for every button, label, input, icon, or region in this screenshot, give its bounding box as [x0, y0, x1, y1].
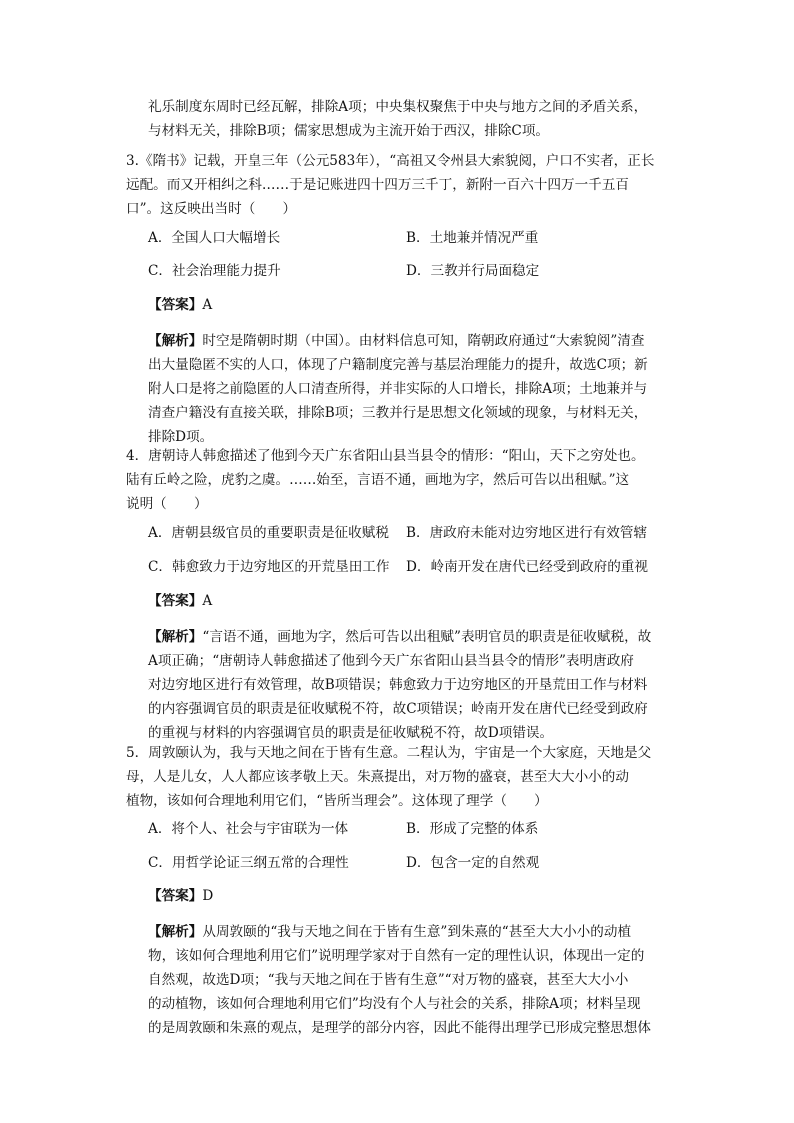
- analysis-line: 附人口是将之前隐匿的人口清查所得，并非实际的人口增长，排除A项；土地兼并与: [148, 381, 648, 397]
- option-b: B．唐政府未能对边穷地区进行有效管辖: [406, 525, 648, 541]
- answer-tag: 【答案】: [148, 888, 203, 904]
- analysis-line: 清查户籍没有直接关联，排除B项；三教并行是思想文化领域的现象，与材料无关，: [148, 405, 648, 421]
- question-line: 植物，该如何合理地利用它们，“皆所当理会”。这体现了理学（ ）: [126, 793, 548, 809]
- question-line: 3.《隋书》记载，开皇三年（公元583年），“高祖又令州县大索貌阅，户口不实者，正长: [126, 153, 655, 169]
- analysis-tag: 【解析】: [148, 629, 203, 645]
- intro-line: 礼乐制度东周时已经瓦解，排除A项；中央集权聚焦于中央与地方之间的矛盾关系，: [148, 99, 648, 115]
- answer-tag: 【答案】: [148, 297, 203, 313]
- question-line: 母，人是儿女，人人都应该孝敬上天。朱熹提出，对万物的盛衰，甚至大大小小的动: [126, 769, 629, 785]
- intro-paragraph: [148, 95, 678, 143]
- analysis-line: A项正确；“唐朝诗人韩愈描述了他到今天广东省阳山县当县令的情形”表明唐政府: [148, 653, 634, 669]
- option-d: D．三教并行局面稳定: [406, 263, 540, 279]
- option-b: B．形成了完整的体系: [406, 821, 539, 837]
- answer-value: D: [202, 888, 214, 904]
- analysis-line: 的是周敦颐和朱熹的观点，是理学的部分内容，因此不能得出理学已形成完整思想体: [148, 1020, 651, 1036]
- question-line: 陆有丘岭之险，虎豹之虞。……始至，言语不通，画地为字，然后可告以出租赋。”这: [126, 472, 630, 488]
- question-4-analysis: [148, 625, 678, 745]
- analysis-line: 排除D项。: [148, 429, 214, 445]
- option-a: A．全国人口大幅增长: [148, 230, 281, 246]
- analysis-line: 物，该如何合理地利用它们”说明理学家对于自然有一定的理性认识，体现出一定的: [148, 948, 645, 964]
- analysis-tag: 【解析】: [148, 333, 203, 349]
- question-4-stem: [126, 444, 686, 516]
- answer-value: A: [202, 297, 213, 313]
- option-c: C．韩愈致力于边穷地区的开荒垦田工作: [148, 559, 390, 575]
- answer-tag: 【答案】: [148, 593, 203, 609]
- analysis-line: 的动植物，该如何合理地利用它们”均没有个人与社会的关系，排除A项；材料呈现: [148, 996, 641, 1012]
- question-3-answer: [148, 293, 678, 317]
- analysis-line: “言语不通，画地为字，然后可告以出租赋”表明官员的职责是征收赋税，故: [202, 629, 652, 645]
- analysis-tag: 【解析】: [148, 924, 203, 940]
- answer-value: A: [202, 593, 213, 609]
- option-b: B．土地兼并情况严重: [406, 230, 539, 246]
- question-line: 5．周敦颐认为，我与天地之间在于皆有生意。二程认为，宇宙是一个大家庭，天地是父: [126, 745, 652, 761]
- question-5-analysis: [148, 920, 678, 1040]
- analysis-line: 的重视与材料的内容强调官员的职责是征收赋税不符，故D项错误。: [148, 725, 554, 741]
- question-line: 说明（ ）: [126, 496, 208, 512]
- analysis-line: 时空是隋朝时期（中国）。由材料信息可知，隋朝政府通过“大索貌阅”清查: [202, 333, 645, 349]
- intro-line: 与材料无关，排除B项；儒家思想成为主流开始于西汉，排除C项。: [148, 123, 550, 139]
- option-d: D．岭南开发在唐代已经受到政府的重视: [406, 559, 648, 575]
- option-c: C．社会治理能力提升: [148, 263, 281, 279]
- option-c: C．用哲学论证三纲五常的合理性: [148, 855, 349, 871]
- analysis-line: 出大量隐匿不实的人口，体现了户籍制度完善与基层治理能力的提升，故选C项；新: [148, 357, 648, 373]
- question-3-analysis: [148, 329, 678, 449]
- option-a: A．唐朝县级官员的重要职责是征收赋税: [148, 525, 389, 541]
- question-line: 口”。这反映出当时（ ）: [126, 201, 297, 217]
- question-5-stem: [126, 741, 686, 813]
- question-line: 4．唐朝诗人韩愈描述了他到今天广东省阳山县当县令的情形：“阳山，天下之穷处也。: [126, 448, 645, 464]
- analysis-line: 从周敦颐的“我与天地之间在于皆有生意”到朱熹的“甚至大大小小的动植: [202, 924, 632, 940]
- question-line: 远配。而又开相纠之科……于是记账进四十四万三千丁，新附一百六十四万一千五百: [126, 177, 629, 193]
- question-4-answer: [148, 589, 678, 613]
- question-5-answer: [148, 884, 678, 908]
- option-d: D．包含一定的自然观: [406, 855, 540, 871]
- analysis-line: 的内容强调官员的职责是征收赋税不符，故C项错误；岭南开发在唐代已经受到政府: [148, 701, 648, 717]
- question-3-stem: [126, 149, 686, 221]
- analysis-line: 自然观，故选D项；“我与天地之间在于皆有生意”“对万物的盛衰，甚至大大小小: [148, 972, 629, 988]
- option-a: A．将个人、社会与宇宙联为一体: [148, 821, 349, 837]
- analysis-line: 对边穷地区进行有效管理，故B项错误；韩愈致力于边穷地区的开垦荒田工作与材料: [148, 677, 648, 693]
